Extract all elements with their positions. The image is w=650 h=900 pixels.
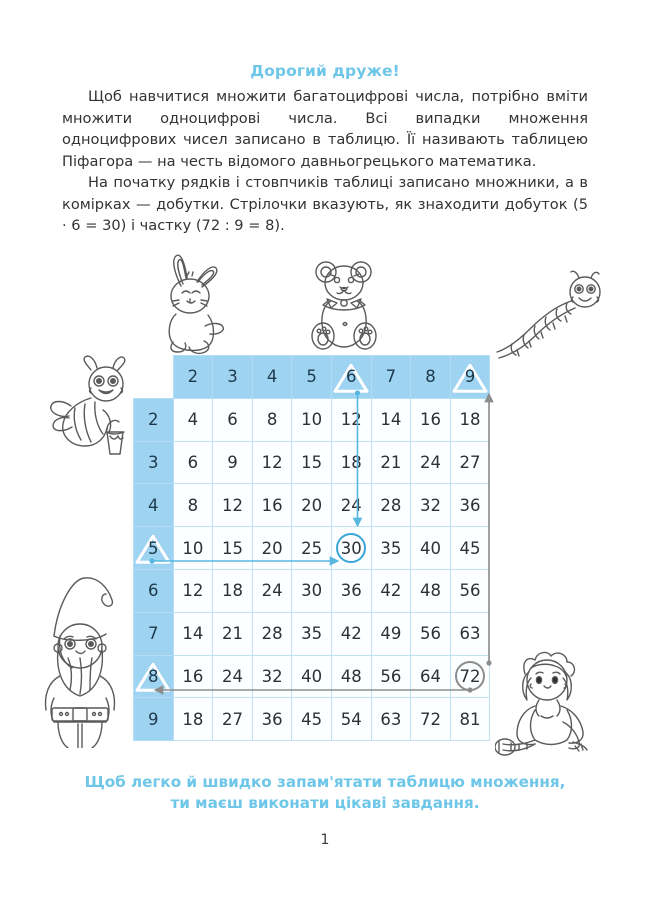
product-cell-7x6[interactable]: 42 xyxy=(331,612,371,655)
row-header-2[interactable]: 2 xyxy=(134,398,174,441)
product-cell-3x7[interactable]: 21 xyxy=(371,441,411,484)
product-cell-3x5[interactable]: 15 xyxy=(292,441,332,484)
product-cell-2x4[interactable]: 8 xyxy=(252,398,292,441)
row-header-5[interactable]: 5 xyxy=(134,527,174,570)
product-cell-7x4[interactable]: 28 xyxy=(252,612,292,655)
table-row xyxy=(134,398,490,441)
column-header-6[interactable]: 6 xyxy=(331,356,371,399)
product-cell-3x4[interactable]: 12 xyxy=(252,441,292,484)
column-header-4[interactable]: 4 xyxy=(252,356,292,399)
product-cell-6x9[interactable]: 56 xyxy=(450,569,490,612)
product-cell-3x8[interactable]: 24 xyxy=(411,441,451,484)
row-header-6[interactable]: 6 xyxy=(134,569,174,612)
footer-line-2: ти маєш виконати цікаві завдання. xyxy=(170,794,480,812)
product-cell-4x4[interactable]: 16 xyxy=(252,484,292,527)
product-cell-6x4[interactable]: 24 xyxy=(252,569,292,612)
product-cell-9x6[interactable]: 54 xyxy=(331,698,371,741)
product-cell-9x8[interactable]: 72 xyxy=(411,698,451,741)
product-cell-8x6[interactable]: 48 xyxy=(331,655,371,698)
gnome-illustration xyxy=(28,572,132,748)
multiplication-table-container xyxy=(133,355,490,740)
intro-paragraph-2: На початку рядків і стовпчиків таблиці записано множники, а в комірках — добутки. Стрілочки вказують, як знаходити добуток (5 · 6 = 30) і частку (72 : 9 = 8). xyxy=(62,174,588,234)
table-corner-cell xyxy=(134,356,174,399)
product-cell-8x7[interactable]: 56 xyxy=(371,655,411,698)
page-number: 1 xyxy=(320,832,330,848)
product-cell-6x2[interactable]: 12 xyxy=(173,569,213,612)
product-cell-6x5[interactable]: 30 xyxy=(292,569,332,612)
product-cell-8x9[interactable]: 72 xyxy=(450,655,490,698)
product-cell-6x7[interactable]: 42 xyxy=(371,569,411,612)
product-cell-2x8[interactable]: 16 xyxy=(411,398,451,441)
product-cell-2x9[interactable]: 18 xyxy=(450,398,490,441)
product-cell-7x9[interactable]: 63 xyxy=(450,612,490,655)
product-cell-3x9[interactable]: 27 xyxy=(450,441,490,484)
product-cell-4x8[interactable]: 32 xyxy=(411,484,451,527)
pythagoras-multiplication-table xyxy=(133,355,490,741)
column-header-9[interactable]: 9 xyxy=(450,356,490,399)
product-cell-9x7[interactable]: 63 xyxy=(371,698,411,741)
column-header-5[interactable]: 5 xyxy=(292,356,332,399)
product-cell-9x9[interactable]: 81 xyxy=(450,698,490,741)
bunny-toy-illustration xyxy=(145,252,237,356)
table-row xyxy=(134,569,490,612)
table-row xyxy=(134,612,490,655)
product-cell-7x2[interactable]: 14 xyxy=(173,612,213,655)
table-row xyxy=(134,527,490,570)
product-cell-5x9[interactable]: 45 xyxy=(450,527,490,570)
product-cell-5x6[interactable]: 30 xyxy=(331,527,371,570)
product-cell-9x2[interactable]: 18 xyxy=(173,698,213,741)
table-header-row xyxy=(134,356,490,399)
doll-illustration xyxy=(495,644,623,756)
product-cell-5x2[interactable]: 10 xyxy=(173,527,213,570)
page-title: Дорогий друже! xyxy=(250,62,400,80)
product-cell-2x7[interactable]: 14 xyxy=(371,398,411,441)
product-cell-5x4[interactable]: 20 xyxy=(252,527,292,570)
row-header-7[interactable]: 7 xyxy=(134,612,174,655)
caterpillar-illustration xyxy=(487,270,615,360)
product-cell-7x3[interactable]: 21 xyxy=(213,612,253,655)
product-cell-8x8[interactable]: 64 xyxy=(411,655,451,698)
table-row xyxy=(134,441,490,484)
product-cell-6x3[interactable]: 18 xyxy=(213,569,253,612)
product-cell-3x3[interactable]: 9 xyxy=(213,441,253,484)
table-row xyxy=(134,484,490,527)
column-header-3[interactable]: 3 xyxy=(213,356,253,399)
row-header-8[interactable]: 8 xyxy=(134,655,174,698)
product-cell-5x7[interactable]: 35 xyxy=(371,527,411,570)
product-cell-8x5[interactable]: 40 xyxy=(292,655,332,698)
bee-illustration xyxy=(45,352,141,470)
column-header-8[interactable]: 8 xyxy=(411,356,451,399)
product-cell-2x2[interactable]: 4 xyxy=(173,398,213,441)
product-cell-7x8[interactable]: 56 xyxy=(411,612,451,655)
product-cell-3x2[interactable]: 6 xyxy=(173,441,213,484)
column-header-2[interactable]: 2 xyxy=(173,356,213,399)
product-cell-2x3[interactable]: 6 xyxy=(213,398,253,441)
product-cell-2x5[interactable]: 10 xyxy=(292,398,332,441)
product-cell-8x2[interactable]: 16 xyxy=(173,655,213,698)
product-cell-9x5[interactable]: 45 xyxy=(292,698,332,741)
product-cell-3x6[interactable]: 18 xyxy=(331,441,371,484)
row-header-3[interactable]: 3 xyxy=(134,441,174,484)
product-cell-5x8[interactable]: 40 xyxy=(411,527,451,570)
product-cell-9x4[interactable]: 36 xyxy=(252,698,292,741)
product-cell-4x5[interactable]: 20 xyxy=(292,484,332,527)
product-cell-8x3[interactable]: 24 xyxy=(213,655,253,698)
footer-line-1: Щоб легко й швидко запам'ятати таблицю множення, xyxy=(84,773,566,791)
intro-block xyxy=(62,62,588,237)
table-row xyxy=(134,698,490,741)
product-cell-4x6[interactable]: 24 xyxy=(331,484,371,527)
product-cell-4x2[interactable]: 8 xyxy=(173,484,213,527)
product-cell-6x8[interactable]: 48 xyxy=(411,569,451,612)
table-row xyxy=(134,655,490,698)
product-cell-2x6[interactable]: 12 xyxy=(331,398,371,441)
row-header-4[interactable]: 4 xyxy=(134,484,174,527)
product-cell-5x5[interactable]: 25 xyxy=(292,527,332,570)
teddy-bear-toy-illustration xyxy=(299,256,389,356)
product-cell-4x9[interactable]: 36 xyxy=(450,484,490,527)
product-cell-6x6[interactable]: 36 xyxy=(331,569,371,612)
product-cell-9x3[interactable]: 27 xyxy=(213,698,253,741)
row-header-9[interactable]: 9 xyxy=(134,698,174,741)
product-cell-4x7[interactable]: 28 xyxy=(371,484,411,527)
intro-paragraph-1: Щоб навчитися множити багатоцифрові числа, потрібно вміти множити одноцифрові числа. Всі випадки множення одноцифрових чисел записано в таблицю. Її називають таблицею Піфагора — на честь відомого давньогрецького математика. xyxy=(62,88,588,170)
column-header-7[interactable]: 7 xyxy=(371,356,411,399)
product-cell-7x7[interactable]: 49 xyxy=(371,612,411,655)
product-cell-7x5[interactable]: 35 xyxy=(292,612,332,655)
footer-note xyxy=(60,772,590,814)
product-cell-8x4[interactable]: 32 xyxy=(252,655,292,698)
product-cell-4x3[interactable]: 12 xyxy=(213,484,253,527)
product-cell-5x3[interactable]: 15 xyxy=(213,527,253,570)
